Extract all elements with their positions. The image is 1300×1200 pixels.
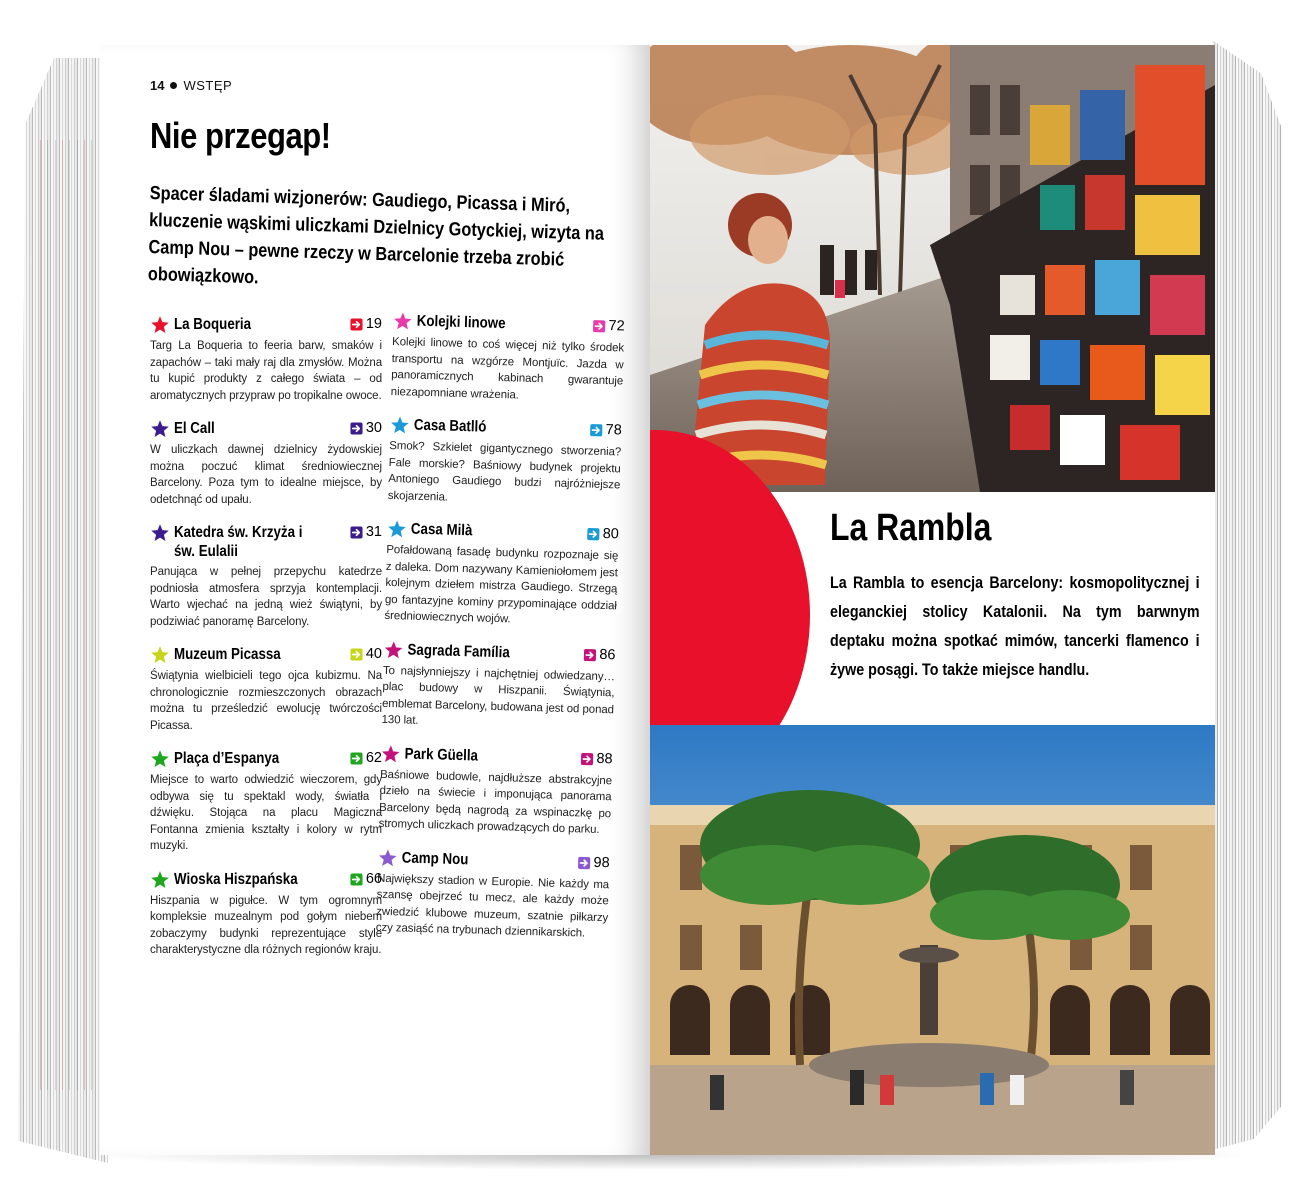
lead-paragraph: Spacer śladami wizjonerów: Gaudiego, Picassa i Miró, kluczenie wąskimi uliczkami Dzielnicy Gotyckiej, wizyta na Camp Nou – pewne rzeczy w Barcelonie trzeba zrobić obowiązkowo. — [147, 182, 605, 289]
entries-column-right — [375, 311, 625, 958]
entry-title: La Boqueria — [174, 316, 252, 333]
reference-page-number: 98 — [593, 854, 610, 871]
entry-description: Smok? Szkielet gigantycznego stworzenia? Fale morskie? Baśniowy budynek projektu Antoniego Gaudiego budzi najróżniejsze skojarzenia. — [387, 439, 622, 504]
reference-page-number: 31 — [365, 524, 382, 540]
arrow-right-icon — [577, 856, 590, 869]
star-icon — [387, 519, 408, 540]
reference-page-number: 88 — [596, 750, 613, 767]
arrow-right-icon — [587, 527, 600, 540]
must-see-entry — [150, 523, 382, 630]
entry-header — [390, 415, 622, 441]
star-icon — [150, 870, 170, 890]
entry-title: Wioska Hiszpańska — [174, 870, 298, 888]
entry-description: Hiszpania w pigułce. W tym ogromnym kompleksie muzealnym pod gołym niebem zobaczymy budynki reprezentujące style charakterystyczne dla różnych regionów kraju. — [150, 894, 382, 956]
reference-page-number: 78 — [605, 421, 622, 439]
arrow-right-icon — [589, 424, 602, 437]
entry-description: W uliczkach dawnej dzielnicy żydowskiej można poczuć klimat średniowiecznej Barcelony. Poza tym to idealne miejsce, by odetchnąć od upału. — [150, 444, 382, 506]
entry-description: Panująca w pełnej przepychu katedrze podniosła atmosfera sprzyja kontemplacji. Warto wjechać na jedną wież świątyni, by podziwiać panoramę Barcelony. — [150, 566, 382, 628]
reference-page-number: 66 — [365, 870, 382, 887]
star-icon — [150, 523, 170, 543]
entries-column-left — [150, 315, 382, 974]
la-rambla-description: La Rambla to esencja Barcelony: kosmopolitycznej i eleganckiej stolicy Katalonii. Na tym barwnym deptaku można spotkać mimów, tancerki flamenco i żywe posągi. To także miejsce handlu. — [830, 573, 1200, 679]
reference-page-number: 19 — [365, 316, 382, 332]
arrow-right-icon — [350, 752, 363, 765]
must-see-entry — [384, 519, 619, 631]
page-reference — [589, 421, 622, 441]
page-reference — [580, 749, 613, 769]
page-reference — [350, 749, 382, 768]
right-page — [650, 45, 1215, 1155]
entry-header — [380, 743, 612, 769]
must-see-entry — [381, 639, 615, 734]
entry-description: Targ La Boqueria to feeria barw, smaków i zapachów – taki mały raj dla zmysłów. Można tu kupić produkty z całego świata – od aromatycznych przypraw po tropikalne owoce. — [150, 340, 382, 402]
entry-header — [387, 519, 619, 545]
page-title: Nie przegap! — [150, 115, 331, 156]
arrow-right-icon — [350, 873, 363, 886]
left-page — [100, 45, 650, 1155]
entry-header — [150, 749, 382, 769]
star-icon — [150, 645, 170, 665]
arrow-right-icon — [350, 526, 363, 539]
page-reference — [577, 853, 610, 873]
page-reference — [350, 523, 382, 542]
entry-title: Camp Nou — [401, 848, 469, 868]
page-reference — [592, 317, 625, 337]
page-reference — [350, 645, 382, 664]
page-reference — [586, 524, 619, 544]
entry-title: Plaça d’Espanya — [174, 750, 280, 767]
page-reference — [350, 419, 382, 438]
reference-page-number: 40 — [365, 646, 382, 662]
entry-title: Casa Batlló — [413, 416, 487, 436]
star-icon — [390, 415, 411, 436]
must-see-entry — [150, 315, 382, 404]
entry-header — [377, 847, 609, 873]
page-reference — [583, 645, 616, 665]
arrow-right-icon — [580, 752, 593, 765]
entry-title: El Call — [174, 420, 215, 437]
reference-page-number: 62 — [365, 750, 382, 766]
la-rambla-market-photo — [650, 45, 1215, 492]
entry-description: To najsłynniejszy i najchętniej odwiedzany… plac budowy w Hiszpanii. Świątynia, emblemat Barcelony, budowana jest od ponad 130 lat. — [381, 664, 616, 727]
entry-title: Muzeum Picassa — [174, 646, 281, 663]
star-icon — [383, 639, 404, 660]
arrow-right-icon — [350, 648, 363, 661]
entry-header — [150, 419, 382, 439]
star-icon — [150, 749, 170, 769]
reference-page-number: 30 — [365, 420, 382, 436]
placa-reial-photo — [650, 725, 1215, 1155]
entry-title: Sagrada Família — [407, 641, 510, 661]
entry-description: Kolejki linowe to coś więcej niż tylko środek transportu na wzgórze Montjuïc. Jazda w panoramicznych kabinach gwarantuje niezapomniane wrażenia. — [390, 335, 625, 402]
entry-description: Pofałdowaną fasadę budynku rozpoznaje się z daleka. Dom nazywany Kamieniołomem jest kolejnym dziełem mistrza Gaudiego. Strzegą go fantazyjne kominy przypominające oddział średniowiecznych wojów. — [384, 543, 619, 626]
star-icon — [150, 419, 170, 439]
entry-title: Park Güella — [404, 745, 479, 765]
must-see-entry — [378, 743, 612, 838]
entry-header — [392, 311, 624, 337]
entry-header — [150, 315, 382, 335]
must-see-entry — [150, 645, 382, 734]
must-see-entry — [388, 415, 622, 510]
running-header — [150, 78, 232, 93]
must-see-entry — [376, 847, 610, 942]
entry-header — [150, 870, 382, 890]
la-rambla-title: La Rambla — [830, 507, 992, 549]
arrow-right-icon — [350, 318, 363, 331]
arrow-right-icon — [583, 648, 596, 661]
reference-page-number: 80 — [602, 525, 620, 543]
entry-description: Miejsce to warto odwiedzić wieczorem, gdy odbywa się tu spektakl wody, światła i dźwięku. Stojąca na placu Magiczna Fontanna zmienia kształty i kolory w rytm muzyki. — [150, 774, 382, 852]
star-icon — [392, 311, 413, 332]
entry-header — [150, 523, 382, 561]
reference-page-number: 86 — [599, 646, 616, 663]
must-see-entry — [391, 311, 625, 406]
arrow-right-icon — [350, 422, 363, 435]
entry-title: Kolejki linowe — [416, 312, 506, 333]
star-icon — [377, 847, 398, 868]
must-see-entry — [150, 870, 382, 959]
must-see-entry — [150, 749, 382, 855]
page-edges-left-tint — [34, 140, 94, 1090]
bullet-dot-icon — [170, 82, 177, 89]
entry-title: Casa Milà — [410, 520, 473, 540]
entry-title: Katedra św. Krzyża i św. Eulalii — [174, 524, 303, 560]
arrow-right-icon — [592, 320, 605, 333]
page-reference — [350, 315, 382, 334]
entry-description: Baśniowe budowle, najdłuższe abstrakcyjne dzieło na świecie i imponująca panorama Barcelony będą nagrodą za wspinaczkę po stromych uliczkach prowadzących do parku. — [378, 768, 613, 836]
page-edges-right — [1212, 40, 1282, 1150]
star-icon — [150, 315, 170, 335]
section-name: WSTĘP — [183, 78, 233, 93]
entry-description: Największy stadion w Europie. Nie każdy ma szansę obejrzeć tu mecz, ale każdy może zwiedzić klubowe muzeum, szatnie piłkarzy czy zasiąść na trybunach dziennikarskich. — [375, 872, 610, 940]
page-number: 14 — [150, 78, 165, 93]
entry-header — [150, 645, 382, 665]
must-see-entry — [150, 419, 382, 508]
entry-header — [383, 639, 615, 665]
entry-description: Świątynia wielbicieli tego ojca kubizmu. Na chronologicznie rozmieszczonych obrazach można tu prześledzić ewolucję twórczości Picassa. — [150, 670, 382, 732]
reference-page-number: 72 — [608, 318, 625, 335]
star-icon — [380, 743, 401, 764]
